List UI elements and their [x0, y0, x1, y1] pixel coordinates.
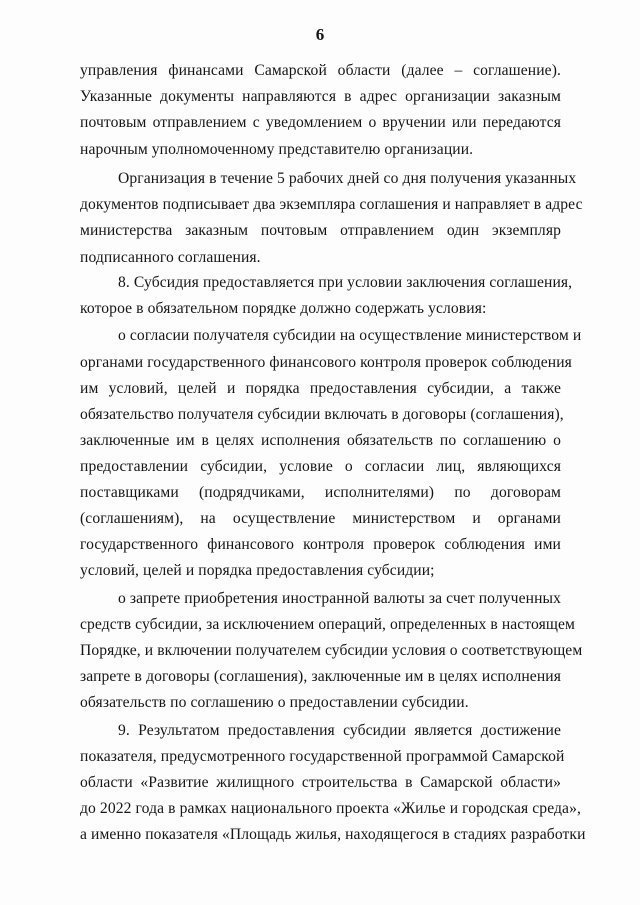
text-line: документов подписывает два экземпляра соглашения и направляет в адрес [80, 196, 583, 213]
text-line: показателя, предусмотренного государственной программой Самарской [80, 748, 565, 765]
text-line: им условий, целей и порядка предоставления субсидии, а также [80, 380, 561, 397]
text-line: 8. Субсидия предоставляется при условии заключения соглашения, [118, 274, 573, 291]
text-line: Порядке, и включении получателем субсидии условия о соответствующем [80, 642, 583, 659]
text-line: министерства заказным почтовым отправлением один экземпляр [80, 222, 561, 239]
text-line: запрете в договоры (соглашения), заключенные им в целях исполнения [80, 668, 561, 685]
text-line: почтовым отправлением с уведомлением о вручении или передаются [80, 114, 561, 131]
text-line: заключенные им в целях исполнения обязательств по соглашению о [80, 432, 561, 449]
text-line: о запрете приобретения иностранной валюты за счет полученных [118, 590, 561, 607]
text-line: (соглашениям), на осуществление министерством и органами [80, 510, 561, 527]
text-line: нарочным уполномоченному представителю организации. [80, 141, 474, 158]
text-line: 9. Результатом предоставления субсидии является достижение [118, 722, 561, 739]
text-line: государственного финансового контроля проверок соблюдения ими [80, 536, 561, 553]
text-line: до 2022 года в рамках национального проекта «Жилье и городская среда», [80, 800, 581, 817]
text-line: обязательств по соглашению о предоставлении субсидии. [80, 694, 469, 711]
text-line: Указанные документы направляются в адрес организации заказным [80, 88, 561, 105]
text-line: Организация в течение 5 рабочих дней со дня получения указанных [118, 170, 577, 187]
text-line: обязательство получателя субсидии включать в договоры (соглашения), [80, 406, 564, 423]
text-line: условий, целей и порядка предоставления субсидии; [80, 562, 435, 579]
text-line: подписанного соглашения. [80, 249, 261, 266]
text-line: которое в обязательном порядке должно содержать условия: [80, 300, 487, 317]
text-line: управления финансами Самарской области (далее – соглашение). [80, 62, 561, 79]
text-line: а именно показателя «Площадь жилья, находящегося в стадиях разработки [80, 826, 586, 843]
page-number: 6 [315, 25, 325, 44]
text-line: средств субсидии, за исключением операций, определенных в настоящем [80, 616, 576, 633]
text-line: области «Развитие жилищного строительства в Самарской области» [80, 774, 561, 791]
text-line: поставщиками (подрядчиками, исполнителями) по договорам [80, 484, 561, 501]
text-line: органами государственного финансового контроля проверок соблюдения [80, 354, 572, 371]
text-line: предоставлении субсидии, условие о согласии лиц, являющихся [80, 458, 561, 475]
text-line: о согласии получателя субсидии на осуществление министерством и [118, 327, 582, 344]
